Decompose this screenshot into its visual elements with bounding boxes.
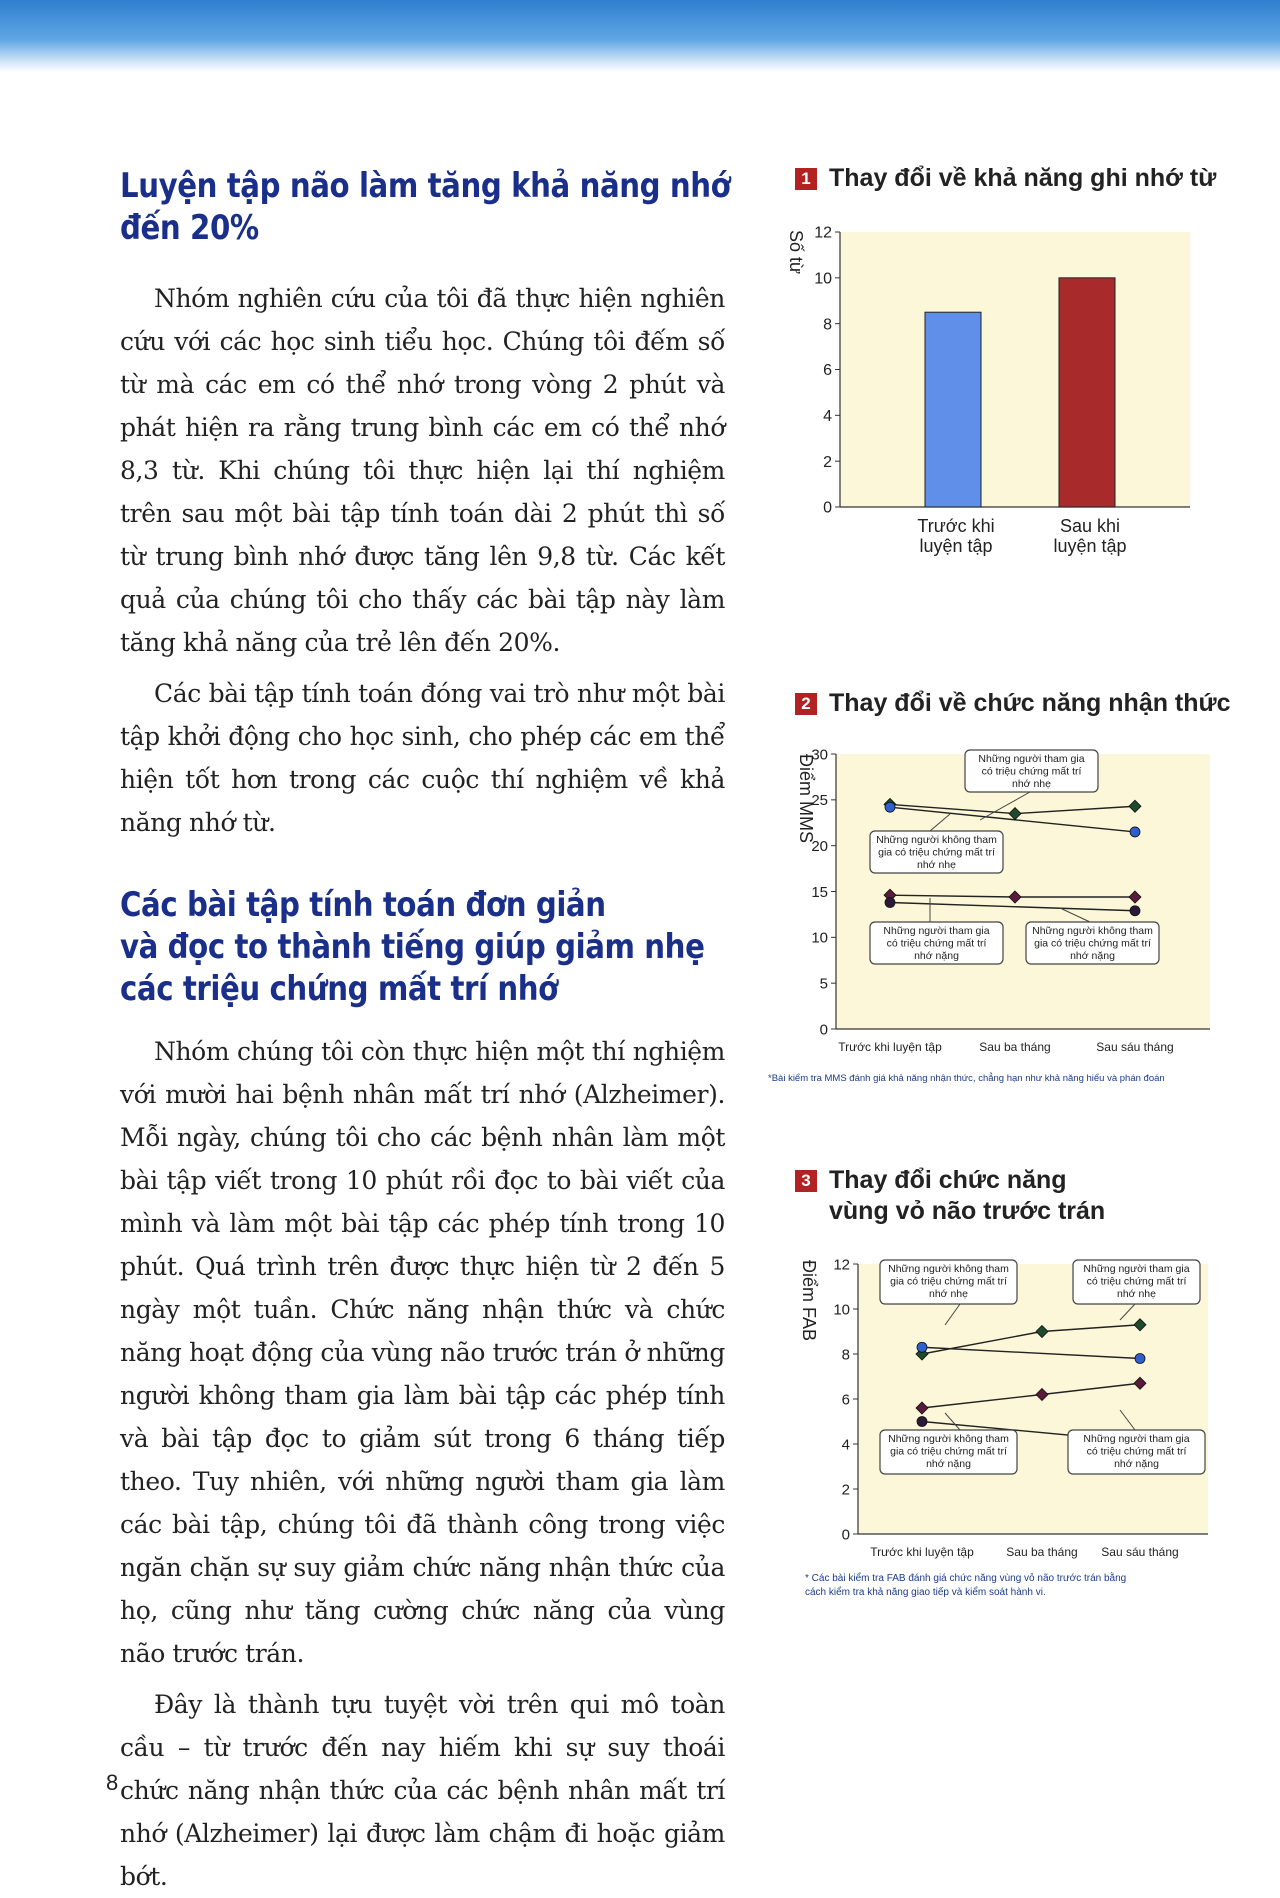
y-tick-label: 20: [811, 837, 828, 855]
y-axis-label: Số từ: [786, 230, 806, 275]
x-tick-label: Sau ba tháng: [1006, 1545, 1078, 1559]
chart-3: [780, 1240, 1210, 1570]
chart-title-text: Thay đổi về chức năng nhận thức: [829, 689, 1231, 717]
callout-text: gia có triệu chứng mất trí: [878, 846, 995, 859]
footnote-line: * Các bài kiểm tra FAB đánh giá chức năng vùng vỏ não trước trán bằng: [805, 1573, 1127, 1584]
y-tick-label: 15: [811, 883, 828, 901]
x-tick-label: Trước khi: [917, 516, 995, 536]
plot-area: [840, 232, 1190, 507]
chart-title-text: vùng vỏ não trước trán: [829, 1197, 1106, 1225]
chart-number-badge: 2: [795, 693, 817, 715]
chart-2-title: [795, 688, 1231, 719]
callout-text: nhớ nhẹ: [928, 1288, 969, 1300]
y-tick-label: 12: [833, 1256, 850, 1274]
data-point-circle: [885, 802, 895, 812]
page-number: 8: [106, 1770, 119, 1795]
x-tick-label: Sau sáu tháng: [1096, 1040, 1174, 1054]
callout-text: nhớ nhẹ: [916, 859, 957, 871]
callout-text: Những người tham gia: [1083, 1263, 1190, 1275]
x-tick-label: Sau khi: [1059, 516, 1121, 536]
callout-text: có triệu chứng mất trí: [981, 765, 1082, 778]
paragraph: Các bài tập tính toán đóng vai trò như một bài tập khởi động cho học sinh, cho phép các em thể hiện tốt hơn trong các cuộc thí nghiệm về khả năng nhớ từ.: [120, 679, 725, 837]
callout-text: gia có triệu chứng mất trí: [1034, 937, 1151, 950]
heading-line: Luyện tập não làm tăng khả năng nhớ: [120, 166, 731, 206]
callout-text: nhớ nặng: [1070, 950, 1115, 962]
callout-text: nhớ nhẹ: [1011, 778, 1052, 790]
y-tick-label: 10: [833, 1301, 850, 1319]
x-tick-label: Trước khi luyện tập: [838, 1040, 942, 1054]
callout-text: có triệu chứng mất trí: [1086, 1275, 1187, 1288]
y-axis-label: Điểm MMS: [796, 754, 816, 843]
data-point-circle: [1130, 827, 1140, 837]
x-tick-label: luyện tập: [1053, 536, 1127, 556]
paragraph: Nhóm chúng tôi còn thực hiện một thí nghiệm với mười hai bệnh nhân mất trí nhớ (Alzheimer). Mỗi ngày, chúng tôi cho các bệnh nhân làm một bài tập viết trong 10 phút rồi đọc to bài viết của mình và làm một bài tập các phép tính trong 10 phút. Quá trình trên được thực hiện từ 2 đến 5 ngày một tuần. Chức năng nhận thức và chức năng hoạt động của vùng não trước trán ở những người không tham gia làm bài tập các phép tính và bài tập đọc to giảm sút trong 6 tháng tiếp theo. Tuy nhiên, với những người tham gia làm các bài tập, chúng tôi đã thành công trong việc ngăn chặn sự suy giảm chức năng nhận thức của họ, cũng như tăng cường chức năng của vùng não trước trán.: [120, 1037, 725, 1668]
y-tick-label: 8: [823, 316, 832, 334]
callout-text: Những người không tham: [888, 1433, 1009, 1445]
y-tick-label: 8: [841, 1346, 850, 1364]
bar: [925, 312, 981, 507]
y-tick-label: 4: [823, 407, 832, 425]
y-tick-label: 0: [819, 1021, 828, 1039]
data-point-circle: [917, 1417, 927, 1427]
data-point-circle: [917, 1342, 927, 1352]
bar: [1059, 278, 1115, 507]
y-axis-label: Điểm FAB: [799, 1260, 819, 1342]
chart-svg: [780, 740, 1210, 1070]
chart-2: [780, 740, 1210, 1070]
chart-1-title: [795, 163, 1216, 194]
callout-text: gia có triệu chứng mất trí: [890, 1445, 1007, 1458]
callout-text: Những người tham gia: [978, 753, 1085, 765]
callout-text: Những người không tham: [1032, 925, 1153, 937]
callout-text: có triệu chứng mất trí: [886, 937, 987, 950]
data-point-circle: [1130, 906, 1140, 916]
callout-text: có triệu chứng mất trí: [1086, 1445, 1187, 1458]
chart-3-footnote: [805, 1572, 1225, 1600]
callout-text: gia có triệu chứng mất trí: [890, 1275, 1007, 1288]
y-tick-label: 0: [823, 499, 832, 517]
heading-line: các triệu chứng mất trí nhớ: [120, 969, 558, 1009]
x-tick-label: Sau ba tháng: [979, 1040, 1051, 1054]
y-tick-label: 6: [823, 362, 832, 380]
section-heading-2: [120, 884, 705, 1010]
footnote-line: cách kiểm tra khả năng giao tiếp và kiểm soát hành vi.: [805, 1587, 1046, 1598]
callout-text: Những người tham gia: [1083, 1433, 1190, 1445]
data-point-circle: [1135, 1354, 1145, 1364]
chart-svg: [780, 210, 1210, 570]
callout-text: Những người tham gia: [883, 925, 990, 937]
x-tick-label: Sau sáu tháng: [1101, 1545, 1179, 1559]
callout-text: nhớ nặng: [926, 1458, 971, 1470]
section-heading-1: [120, 165, 731, 249]
y-tick-label: 25: [811, 792, 828, 810]
y-tick-label: 12: [814, 224, 832, 242]
heading-line: Các bài tập tính toán đơn giản: [120, 885, 606, 925]
callout-text: Những người không tham: [876, 834, 997, 846]
chart-title-text: Thay đổi chức năng: [829, 1166, 1067, 1194]
chart-svg: [780, 1240, 1210, 1570]
callout-text: Những người không tham: [888, 1263, 1009, 1275]
callout-text: nhớ nặng: [914, 950, 959, 962]
y-tick-label: 10: [814, 270, 832, 288]
data-point-circle: [885, 898, 895, 908]
y-tick-label: 0: [841, 1526, 850, 1544]
y-tick-label: 2: [841, 1481, 850, 1499]
callout-text: nhớ nặng: [1114, 1458, 1159, 1470]
x-tick-label: Trước khi luyện tập: [870, 1545, 974, 1559]
paragraph: Đây là thành tựu tuyệt vời trên qui mô toàn cầu – từ trước đến nay hiếm khi sự suy thoái chức năng nhận thức của các bệnh nhân mất trí nhớ (Alzheimer) lại được làm chậm đi hoặc giảm bớt.: [120, 1690, 725, 1891]
figures-column: [768, 0, 1260, 1856]
y-tick-label: 10: [811, 929, 828, 947]
chart-number-badge: 3: [795, 1170, 817, 1192]
chart-1: [780, 210, 1210, 570]
heading-line: đến 20%: [120, 208, 259, 248]
paragraph: Nhóm nghiên cứu của tôi đã thực hiện nghiên cứu với các học sinh tiểu học. Chúng tôi đếm số từ mà các em có thể nhớ trong vòng 2 phút và phát hiện ra rằng trung bình các em có thể nhớ 8,3 từ. Khi chúng tôi thực hiện lại thí nghiệm trên sau một bài tập tính toán dài 2 phút thì số từ trung bình nhớ được tăng lên 9,8 từ. Các kết quả của chúng tôi cho thấy các bài tập này làm tăng khả năng của trẻ lên đến 20%.: [120, 284, 725, 657]
heading-line: và đọc to thành tiếng giúp giảm nhẹ: [120, 927, 705, 967]
chart-3-title: [795, 1165, 1105, 1227]
chart-title-text: Thay đổi về khả năng ghi nhớ từ: [829, 164, 1217, 192]
chart-number-badge: 1: [795, 168, 817, 190]
y-tick-label: 5: [819, 975, 828, 993]
y-tick-label: 4: [841, 1436, 850, 1454]
y-tick-label: 6: [841, 1391, 850, 1409]
y-tick-label: 30: [811, 746, 828, 764]
chart-2-footnote: *Bài kiểm tra MMS đánh giá khả năng nhận thức, chẳng hạn như khả năng hiểu và phán đoán: [768, 1073, 1165, 1084]
callout-text: nhớ nhẹ: [1116, 1288, 1157, 1300]
x-tick-label: luyện tập: [919, 536, 993, 556]
y-tick-label: 2: [823, 453, 832, 471]
article-column: [120, 165, 731, 1898]
